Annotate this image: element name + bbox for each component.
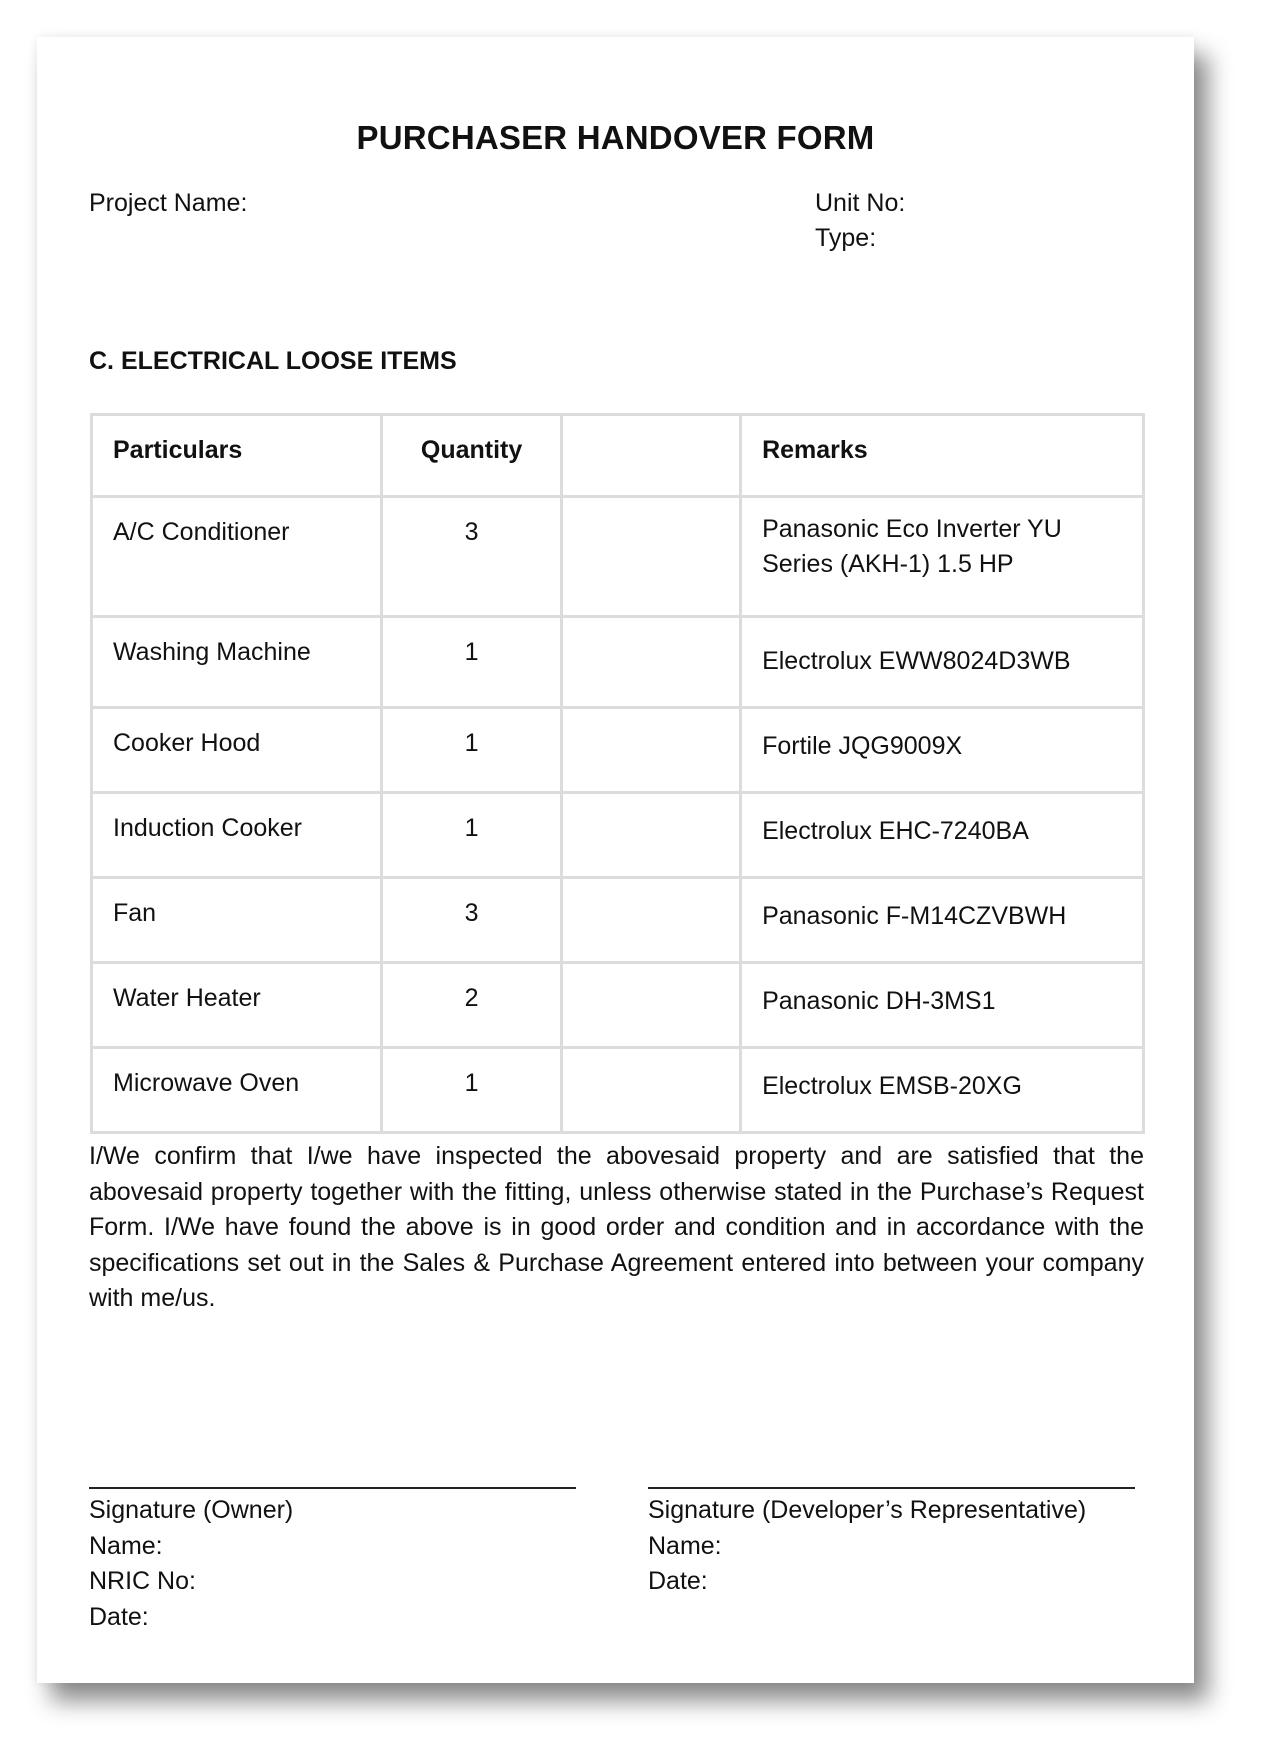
table-row — [92, 793, 1144, 878]
cell-blank — [561, 497, 740, 617]
developer-date-label: Date: — [648, 1567, 708, 1595]
cell-remarks: Electrolux EMSB-20XG — [741, 1048, 1144, 1133]
column-header-remarks: Remarks — [741, 415, 1144, 497]
form-page — [37, 37, 1194, 1683]
project-name-label: Project Name: — [89, 189, 248, 217]
developer-signature-line[interactable] — [648, 1487, 1135, 1489]
cell-blank — [561, 708, 740, 793]
owner-date-label: Date: — [89, 1602, 149, 1631]
owner-signature-block — [89, 1493, 293, 1635]
page-title: PURCHASER HANDOVER FORM — [356, 119, 875, 156]
cell-particular: Cooker Hood — [92, 708, 382, 793]
owner-signature-title: Signature (Owner) — [89, 1496, 294, 1524]
cell-quantity: 1 — [382, 1048, 562, 1133]
developer-signature-title: Signature (Developer’s Representative) — [648, 1496, 1087, 1524]
owner-nric-label: NRIC No: — [89, 1567, 196, 1595]
cell-particular: Washing Machine — [92, 617, 382, 708]
cell-quantity: 1 — [382, 793, 562, 878]
cell-remarks: Electrolux EHC-7240BA — [741, 793, 1144, 878]
cell-particular: Induction Cooker — [92, 793, 382, 878]
items-table — [90, 413, 1145, 1134]
cell-quantity: 3 — [382, 497, 562, 617]
table-row — [92, 497, 1144, 617]
declaration-paragraph: I/We confirm that I/we have inspected the abovesaid property and are satisfied that the abovesaid property together with the fitting, unless otherwise stated in the Purchase’s Request Form. I/We have found the above is in good order and condition and in accordance with the specifications set out in the Sales & Purchase Agreement entered into between your company with me/us. — [89, 1142, 1144, 1312]
column-header-blank — [561, 415, 740, 497]
cell-quantity: 1 — [382, 617, 562, 708]
column-header-particulars: Particulars — [92, 415, 382, 497]
developer-name-label: Name: — [648, 1531, 722, 1560]
cell-blank — [561, 617, 740, 708]
cell-quantity: 1 — [382, 708, 562, 793]
type-label: Type: — [815, 224, 877, 252]
table-header-row — [92, 415, 1144, 497]
unit-no-label: Unit No: — [815, 189, 906, 217]
cell-remarks: Panasonic F-M14CZVBWH — [741, 878, 1144, 963]
cell-remarks: Panasonic Eco Inverter YU Series (AKH-1) 1.5 HP — [741, 497, 1144, 617]
cell-remarks: Panasonic DH-3MS1 — [741, 963, 1144, 1048]
owner-name-label: Name: — [89, 1531, 163, 1560]
column-header-quantity: Quantity — [382, 415, 562, 497]
cell-blank — [561, 1048, 740, 1133]
cell-remarks: Electrolux EWW8024D3WB — [741, 617, 1144, 708]
owner-signature-line[interactable] — [89, 1487, 576, 1489]
section-heading: C. ELECTRICAL LOOSE ITEMS — [89, 347, 457, 375]
table-row — [92, 617, 1144, 708]
cell-blank — [561, 878, 740, 963]
cell-particular: Water Heater — [92, 963, 382, 1048]
cell-blank — [561, 963, 740, 1048]
cell-quantity: 3 — [382, 878, 562, 963]
cell-particular: Fan — [92, 878, 382, 963]
developer-signature-block — [648, 1493, 1086, 1600]
table-row — [92, 878, 1144, 963]
cell-particular: Microwave Oven — [92, 1048, 382, 1133]
table-row — [92, 1048, 1144, 1133]
cell-remarks: Fortile JQG9009X — [741, 708, 1144, 793]
table-row — [92, 708, 1144, 793]
cell-blank — [561, 793, 740, 878]
table-row — [92, 963, 1144, 1048]
cell-quantity: 2 — [382, 963, 562, 1048]
cell-particular: A/C Conditioner — [92, 497, 382, 617]
